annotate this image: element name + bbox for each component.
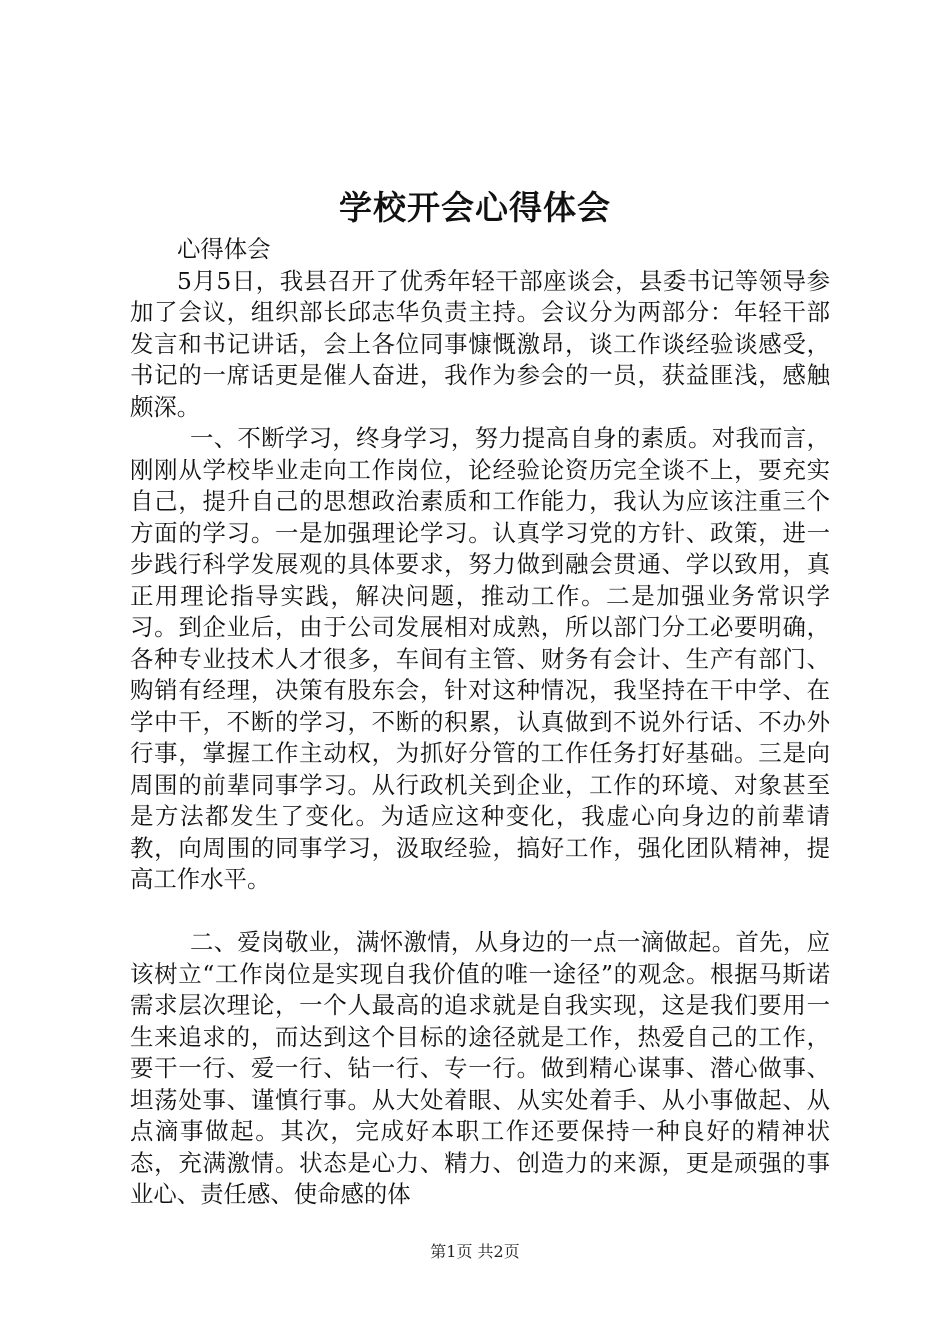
body-paragraph-section-two: 二、爱岗敬业，满怀激情，从身边的一点一滴做起。首先，应该树立“工作岗位是实现自我价值的唯一途径”的观念。根据马斯诺需求层次理论，一个人最高的追求就是自我实现，这是我们要用一生来追求的，而达到这个目标的途径就是工作，热爱自己的工作，要干一行、爱一行、钻一行、专一行。做到精心谋事、潜心做事、坦荡处事、谨慎行事。从大处着眼、从实处着手、从小事做起、从点滴事做起。其次，完成好本职工作还要保持一种良好的精神状态，充满激情。状态是心力、精力、创造力的来源，更是顽强的事业心、责任感、使命感的体 bbox=[130, 928, 830, 1208]
section-heading: 心得体会 bbox=[177, 235, 271, 263]
document-title: 学校开会心得体会 bbox=[339, 188, 611, 227]
body-paragraph-section-one: 一、不断学习，终身学习，努力提高自身的素质。对我而言，刚刚从学校毕业走向工作岗位，论经验论资历完全谈不上，要充实自己，提升自己的思想政治素质和工作能力，我认为应该注重三个方面的学习。一是加强理论学习。认真学习党的方针、政策，进一步践行科学发展观的具体要求，努力做到融会贯通、学以致用，真正用理论指导实践，解决问题，推动工作。二是加强业务常识学习。到企业后，由于公司发展相对成熟，所以部门分工必要明确，各种专业技术人才很多，车间有主管、财务有会计、生产有部门、购销有经理，决策有股东会，针对这种情况，我坚持在干中学、在学中干，不断的学习，不断的积累，认真做到不说外行话、不办外行事，掌握工作主动权，为抓好分管的工作任务打好基础。三是向周围的前辈同事学习。从行政机关到企业，工作的环境、对象甚至是方法都发生了变化。为适应这种变化，我虚心向身边的前辈请教，向周围的同事学习，汲取经验，搞好工作，强化团队精神，提高工作水平。 bbox=[130, 424, 830, 893]
document-body bbox=[130, 234, 830, 1211]
body-paragraph-intro: 5月5日，我县召开了优秀年轻干部座谈会，县委书记等领导参加了会议，组织部长邱志华负责主持。会议分为两部分：年轻干部发言和书记讲话，会上各位同事慷慨激昂，谈工作谈经验谈感受，书记的一席话更是催人奋进，我作为参会的一员，获益匪浅，感触颇深。 bbox=[130, 266, 830, 421]
page-footer: 第1页 共2页 bbox=[430, 1242, 520, 1261]
paragraph-spacer bbox=[130, 896, 830, 928]
